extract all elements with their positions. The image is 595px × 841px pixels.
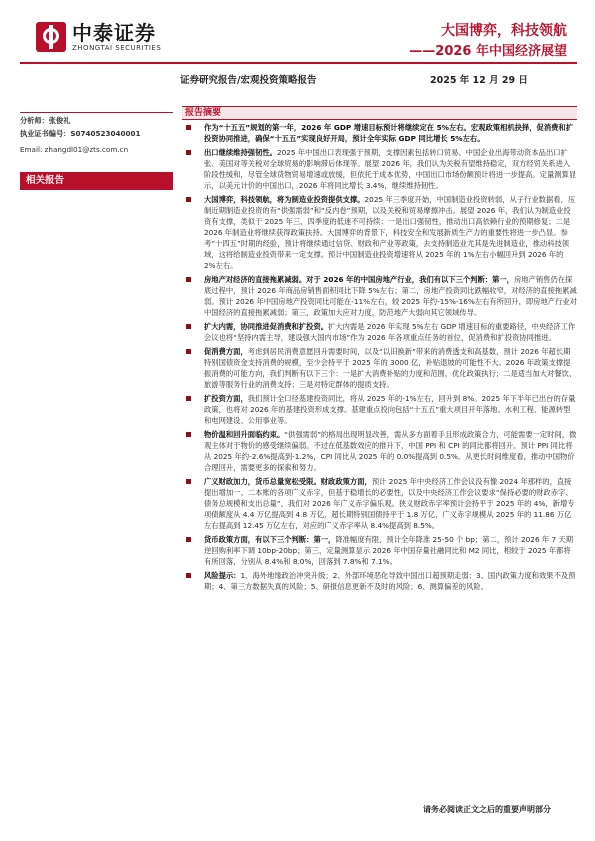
abstract-item-text: 我们预计全口径基建投资同比，将从 2025 年的-1%左右，回升到 8%。2025 年下半年已出台的存量政策，也将对 2026 年的基建投资形成支撑。基建重点投向包括“十五五”重大项目开年落地、水利工程、能源转型和电网建设、公用事业等。 [204,394,576,425]
abstract-item-lead: 大国博弈，科技领航，将为制造业投资提供支撑。 [204,195,365,204]
report-date: 2025 年 12 月 29 日 [430,75,528,86]
abstract-item-lead: 作为“十五五”规划的第一年，2026 年 GDP 增速目标预计将继续定在 5%左右。宏观政策相机抉择，促消费和扩投资协同推进，确保“十五五”实现良好开局，预计全年实际 GDP 同比增长 5%左右。 [204,123,574,143]
related-reports-header: 相关报告 [20,172,173,190]
report-type: 证券研究报告/宏观投资策略报告 [180,75,317,86]
abstract-item [182,147,577,191]
abstract-item-lead: 出口继续维持强韧性。 [204,148,277,157]
report-headline: 大国博弈，科技领航 [441,23,567,39]
abstract-item-text: 降准幅度有限，预计全年降准 25-50 个 bp；第二，预计 2026 年 7 天期逆回购利率下调 10bp-20bp；第三，定量测算显示 2026 年中国存量社融同比和 M2 同比，相较于 2025 年都将有所回落，分别从 8.4%和 8.0%，回落到 7.8%和 7.1%。 [204,535,574,566]
header-divider [20,62,577,64]
abstract-item [182,122,577,144]
analyst-email[interactable]: Email: zhangdl01@zts.com.cn [20,145,129,154]
abstract-item-text: 2025 年三季度开始，中国制造业投资转弱，从子行业数据看，压制近期制造业投资的有“供强需弱”和“反内卷”预期，以及关税和贸易摩擦冲击。展望 2026 年，我们认为制造业投资有支撑，类似于 2025 年三、四季度的低迷不可持续：一是出口强韧性，推动出口高依赖行业的预期修复；二是 2026 年制造业将继续获得政策扶持。大国博弈的背景下，科技安全和发展新质生产力的重要性将进一步凸显。参考“十四五”时期的经验，预计将继续通过信贷、财政和产业等政策，去支持制造业尤其是先进制造业，推动科技领域，这将给制造业投资带来一定支撑。预计中国制造业投资增速将从 2025 年的 1%左右小幅回升到 2026 年的 2%左右。 [204,195,576,270]
license-number: 执业证书编号：S0740523040001 [20,129,141,138]
abstract-item [182,346,577,390]
abstract-item-text: “供强需弱”的格局出现明显改善，需从多方面着手且形成政策合力，可能需要一定时间，微观主体对于物价的感受继续偏弱。不过在低基数效应的推升下，中国 PPI 和 CPI 的同比都将回升。预计 PPI 同比将从 2025 年约-2.6%提高到-1.2%，CPI 同比从 2025 年的 0.0%提高到 0.5%。从更长时间维度看，推动中国物价合理回升，需要更多的探索和努力。 [204,430,577,472]
abstract-item-lead: 扩大内需，协同推进促消费和扩投资。 [204,322,329,331]
abstract-item-lead: 房地产对经济的直接拖累减弱。对于 2026 年的中国房地产行业，我们有以下三个判断：第一， [204,275,514,284]
abstract-item-lead: 扩投资方面， [204,394,248,403]
logo-english: ZHONGTAI SECURITIES [72,44,162,52]
abstract-item-lead: 广义财政加力，货币总量宽松受限。财政政策方面， [204,477,372,486]
abstract-item [182,274,577,318]
abstract-item [182,194,577,271]
sidebar-divider [20,112,173,113]
abstract-item-text: 考虑到居民消费意愿回升需要时间，以及“以旧换新”带来的消费透支和高基数，预计 2026 年超长期特别国债资金支持消费的规模，至少会持平于 2025 年的 3000 亿，补贴退坡的可能性不大。2026 年政策支撑提振消费的可能方向，我们判断有以下三个：一是扩大消费补贴的力度和范围，优化政策执行；二是适当加大对餐饮、旅游等服务行业的消费支持；三是对特定群体的提质支持。 [204,347,577,389]
abstract-item-text: 预计 2025 年中央经济工作会议没有像 2024 年那样的，直接提出增加一、二本账的各项广义赤字，但基于稳增长的必要性，以及中央经济工作会议要求“保持必要的财政赤字、债务总规模和支出总量”，我们对 2026 年广义赤字偏乐观。狭义财政赤字率预计会持平于 2025 年的 4%，新增专项债额度从 4.4 万亿提高到 4.8 万亿，超长期特别国债持平于 1.8 万亿，广义赤字规模从 2025 年的 11.86 万亿左右提高到 12.45 万亿左右，对应的广义赤字率从 8.4%提高到 8.5%。 [204,477,575,530]
abstract-title: 报告摘要 [182,106,577,120]
abstract-item [182,429,577,473]
abstract-item-lead: 货币政策方面，有以下三个判断：第一， [204,535,336,544]
abstract-body [182,122,577,595]
abstract-item [182,393,577,426]
disclaimer-note: 请务必阅读正文之后的重要声明部分 [423,805,551,814]
analyst-name: 分析师：张俊礼 [20,116,71,125]
report-subhead: ——2026 年中国经济展望 [409,44,567,59]
abstract-item [182,321,577,343]
abstract-item [182,534,577,567]
abstract-item-text: 房地产销售仍在探底过程中，预计 2026 年商品房销售面积同比下降 5%左右；第二，房地产投资同比跌幅收窄，对经济的直接拖累减弱。预计 2026 年中国房地产投资同比可能在-11%左右，较 2025 年约-15%-16%左右有所回升，即房地产行业对中国经济的直接拖累减弱；第三，政策加大应对力度，防范地产大弱向其它领域传导。 [204,275,577,317]
abstract-item-text: 1、海外地缘政治冲突升级；2、外部环境恶化导致中国出口超预期走弱；3、国内政策力度和效果不及预期；4、第三方数据失真的风险；5、研报信息更新不及时的风险；6、测算偏差的风险。 [204,571,576,591]
logo-icon [36,22,66,52]
abstract-item-text: 扩大内需是 2026 年实现 5%左右 GDP 增速目标的重要路径，中央经济工作会议也将“坚持内需主导，建设强大国内市场”作为 2026 年各项重点任务的首位，促消费和扩投资协同推进。 [204,322,576,342]
abstract-item-lead: 物价温和回升面临约束。 [204,430,285,439]
abstract-item-lead: 促消费方面， [204,347,248,356]
logo-text: 中泰证券 [72,21,156,45]
abstract-item [182,476,577,531]
abstract-item-lead: 风险提示： [204,571,241,580]
abstract-item-text: 2025 年中国出口表现强于预期，支撑因素包括转口贸易、中国企业出海带动资本品出口扩张、美国对等关税对全球贸易的影响滞后体现等。展望 2026 年，我们认为关税有望维持稳定，双方经贸关系进入阶段性缓和，尽管全球货物贸易增速或放缓，但依托于成本优势，中国出口市场份额预计将进一步提高。定量测算显示，以美元计价的中国出口，2026 年将同比增长 3.4%，继续维持韧性。 [204,148,577,190]
abstract-item [182,570,577,592]
